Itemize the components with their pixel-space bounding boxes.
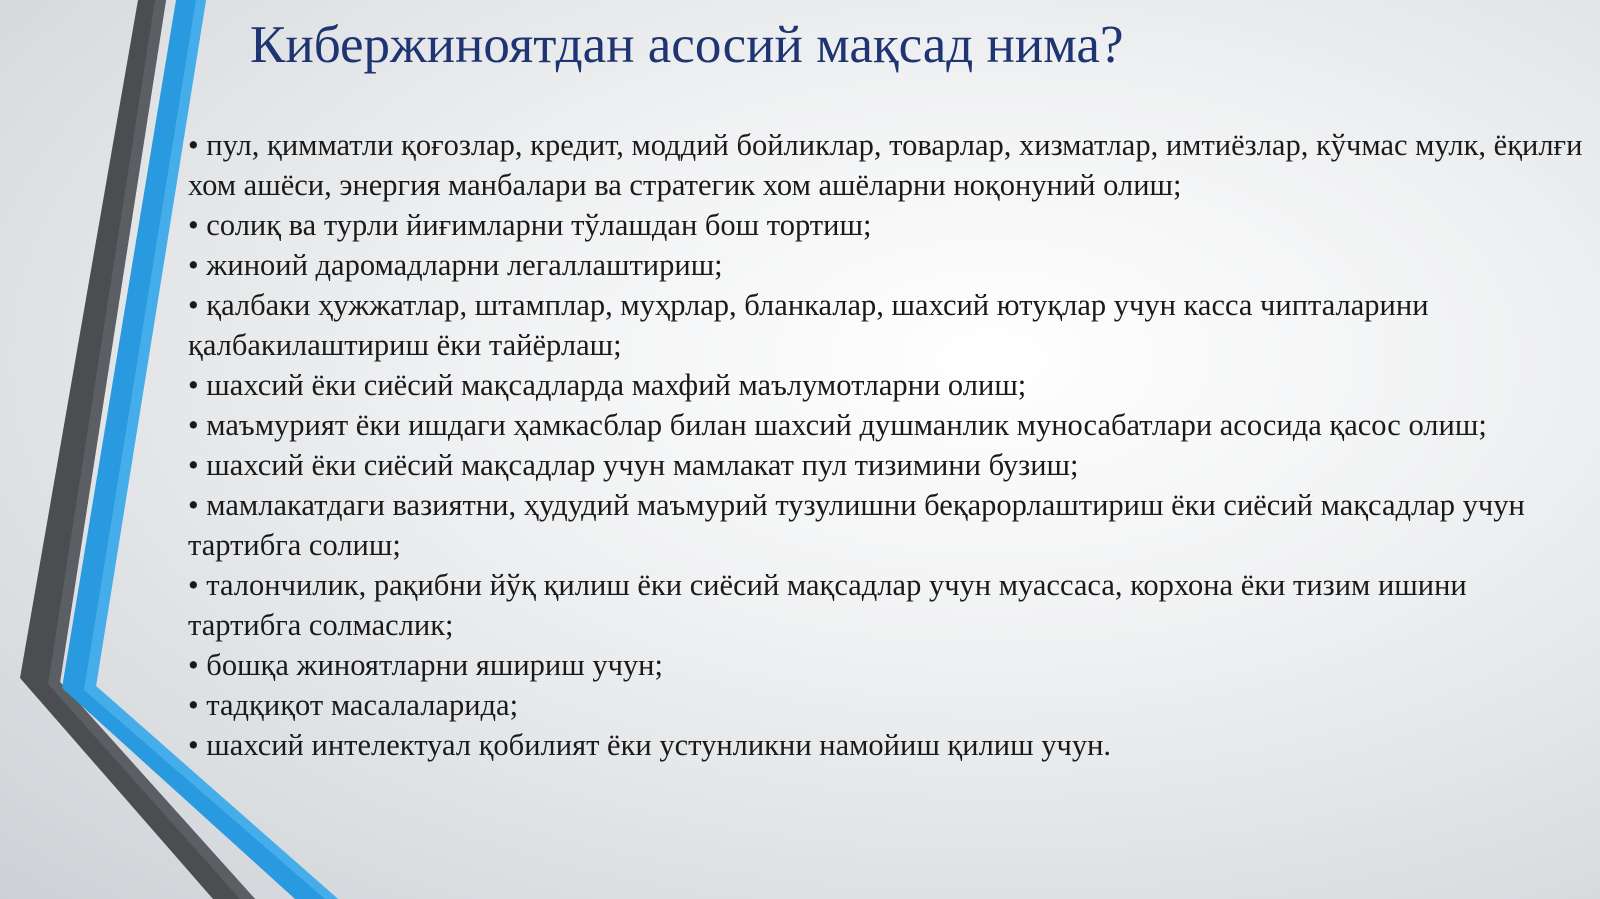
list-item: • бошқа жиноятларни яшириш учун;	[188, 648, 663, 682]
list-item: • солиқ ва турли йиғимларни тўлашдан бош тортиш;	[188, 208, 872, 242]
list-item: • қалбаки ҳужжатлар, штамплар, муҳрлар, бланкалар, шахсий ютуқлар учун касса чипталарини қалбакилаштириш ёки тайёрлаш;	[188, 288, 1429, 362]
list-item: • шахсий интелектуал қобилият ёки устунликни намойиш қилиш учун.	[188, 728, 1112, 762]
slide-title: Кибержиноятдан асосий мақсад нима?	[250, 16, 1124, 74]
list-item: • тадқиқот масалаларида;	[188, 688, 519, 722]
list-item: • шахсий ёки сиёсий мақсадлар учун мамлакат пул тизимини бузиш;	[188, 448, 1079, 482]
bullet-list	[188, 125, 1583, 765]
list-item: • мамлакатдаги вазиятни, ҳудудий маъмурий тузулишни беқарорлаштириш ёки сиёсий мақсадлар учун тартибга солиш;	[188, 488, 1525, 562]
list-item: • маъмурият ёки ишдаги ҳамкасблар билан шахсий душманлик муносабатлари асосида қасос олиш;	[188, 408, 1487, 442]
list-item: • пул, қимматли қоғозлар, кредит, моддий бойликлар, товарлар, хизматлар, имтиёзлар, кўчмас мулк, ёқилғи хом ашёси, энергия манбалари ва стратегик хом ашёларни ноқонуний олиш;	[188, 128, 1583, 202]
list-item: • шахсий ёки сиёсий мақсадларда махфий маълумотларни олиш;	[188, 368, 1027, 402]
list-item: • талончилик, рақибни йўқ қилиш ёки сиёсий мақсадлар учун муассаса, корхона ёки тизим ишини тартибга солмаслик;	[188, 568, 1467, 642]
list-item: • жиноий даромадларни легаллаштириш;	[188, 248, 723, 282]
